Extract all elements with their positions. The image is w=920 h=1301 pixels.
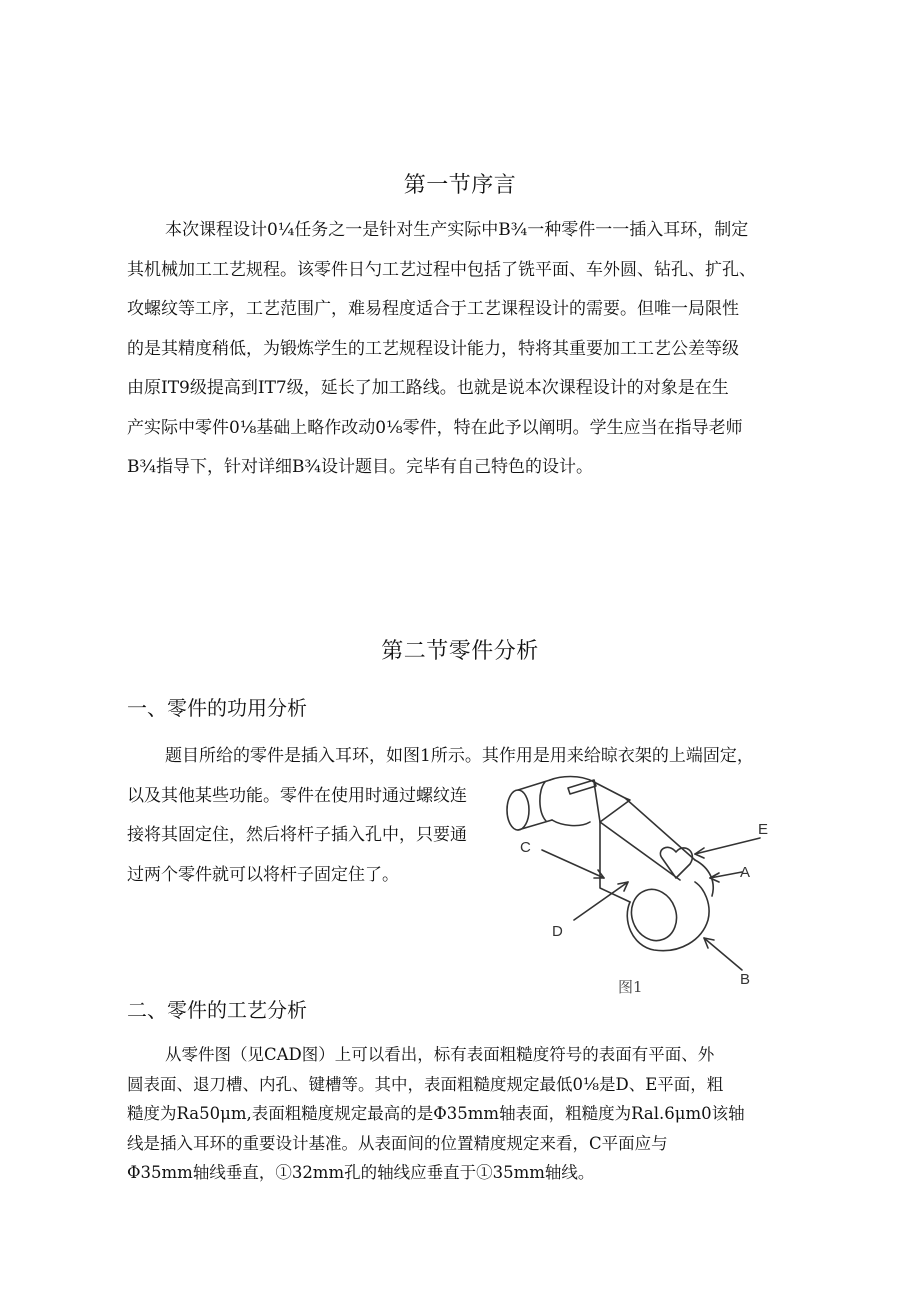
section1-paragraph	[127, 211, 793, 488]
figure-label-d: D	[552, 923, 563, 940]
leader-e	[695, 838, 760, 854]
paragraph-line: 过两个零件就可以将杆子固定住了。	[127, 864, 399, 885]
paragraph-line: 糙度为Ra50μm,表面粗糙度规定最高的是Φ35mm轴表面，粗糙度为Ral.6μm0该轴	[127, 1104, 745, 1123]
section2-title: 第二节零件分析	[381, 639, 539, 664]
figure-label-c: C	[520, 839, 531, 856]
paragraph-line: 题目所给的零件是插入耳环，如图1所示。其作用是用来给晾衣架的上端固定，	[165, 746, 754, 766]
paragraph-line: 圆表面、退刀槽、内孔、键槽等。其中，表面粗糙度规定最低0⅛是D、E平面，粗	[127, 1074, 724, 1094]
paragraph-line: 本次课程设计0¼任务之一是针对生产实际中B¾一种零件一一插入耳环，制定	[165, 220, 749, 240]
leader-b	[704, 938, 742, 970]
figure-label-b: B	[740, 971, 751, 988]
shaft-groove	[540, 782, 546, 821]
recess-a	[660, 847, 692, 878]
paragraph-line: 其机械加工工艺规程。该零件日勺工艺过程中包括了铣平面、车外圆、钻孔、扩孔、	[127, 259, 756, 280]
subsection2-heading: 二、零件的工艺分析	[127, 998, 307, 1022]
paragraph-line: 产实际中零件0⅛基础上略作改动0⅛零件，特在此予以阐明。学生应当在指导老师	[127, 417, 743, 438]
leader-c	[542, 850, 604, 878]
paragraph-line: Φ35mm轴线垂直，①32mm孔的轴线应垂直于①35mm轴线。	[127, 1163, 595, 1182]
paragraph-line: 的是其精度稍低，为锻炼学生的工艺规程设计能力，特将其重要加工工艺公差等级	[127, 338, 739, 359]
figure-caption: 图1	[618, 978, 643, 996]
paragraph-line: B¾指导下，针对详细B¾设计题目。完毕有自己特色的设计。	[127, 457, 593, 477]
figure-label-a: A	[740, 864, 751, 881]
shaft-body	[518, 780, 552, 830]
block-top-left	[594, 782, 630, 822]
block-top-edge	[625, 798, 695, 860]
paragraph-line: 以及其他某些功能。零件在使用时通过螺纹连	[127, 785, 467, 806]
figure-label-e: E	[758, 821, 769, 838]
section1-title: 第一节序言	[403, 173, 517, 198]
paragraph-line: 从零件图（见CAD图）上可以看出，标有表面粗糙度符号的表面有平面、外	[165, 1045, 715, 1064]
shaft-neck	[550, 777, 594, 826]
block-front-top-edge	[600, 822, 680, 880]
paragraph-line: 接将其固定住，然后将杆子插入孔中，只要通	[127, 825, 467, 845]
paragraph-line: 线是插入耳环的重要设计基准。从表面间的位置精度规定来看，C平面应与	[127, 1133, 668, 1153]
block-left-edge	[600, 822, 630, 902]
key-slot	[568, 780, 596, 794]
figure-1-part-drawing	[490, 770, 790, 1000]
ring-outer	[627, 882, 709, 951]
shaft-end-face	[507, 790, 529, 830]
paragraph-line: 攻螺纹等工序，工艺范围广，难易程度适合于工艺课程设计的需要。但唯一局限性	[127, 299, 739, 319]
paragraph-line: 由原IT9级提高到IT7级，延长了加工路线。也就是说本次课程设计的对象是在生	[127, 378, 729, 398]
subsection1-heading: 一、零件的功用分析	[127, 696, 307, 720]
subsection2-paragraph	[127, 1040, 793, 1188]
